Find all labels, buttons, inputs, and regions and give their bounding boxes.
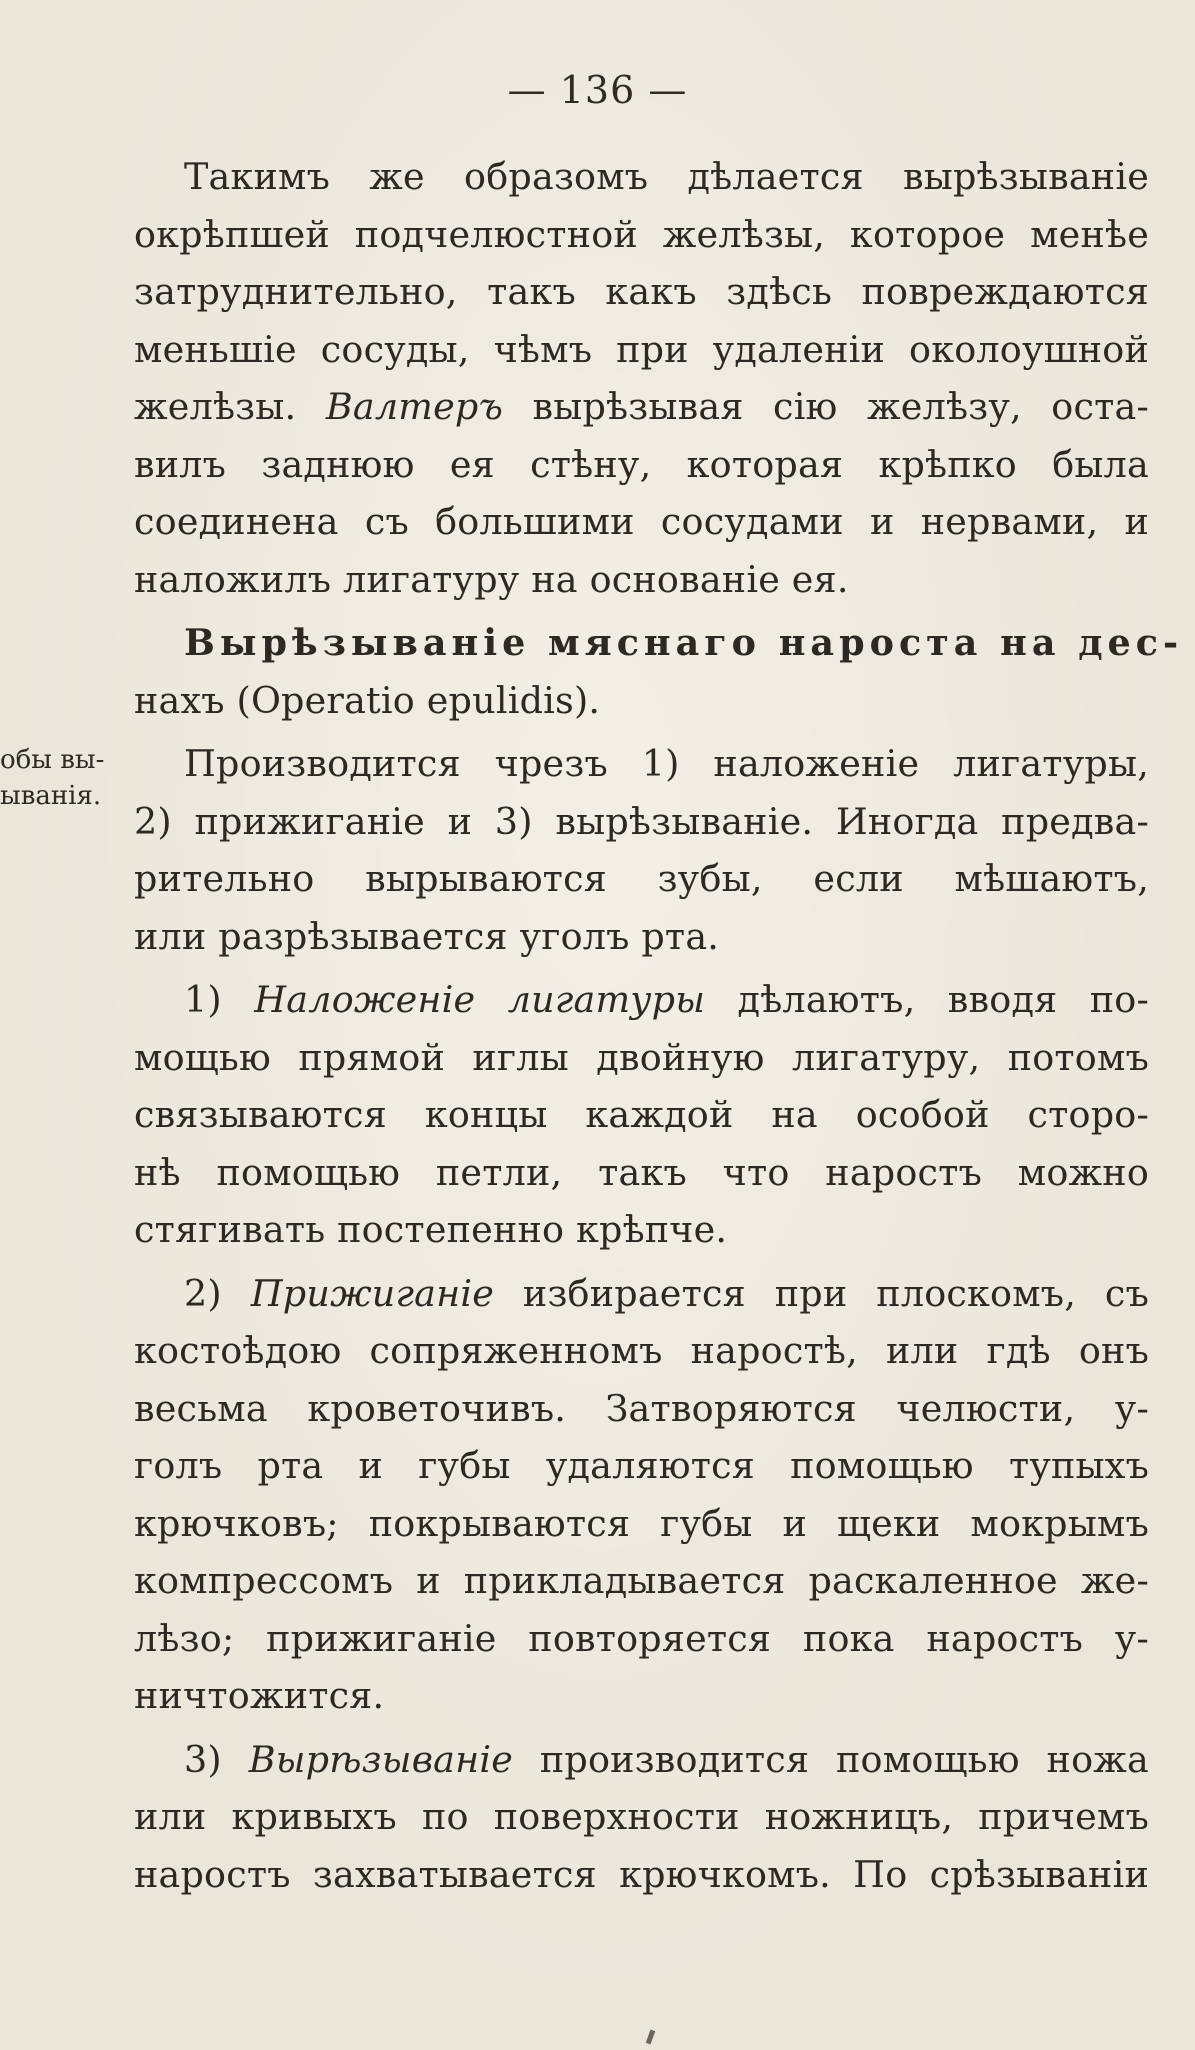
text-line-suffix: производится помощью ножа (513, 1737, 1149, 1781)
text-line: или кривыхъ по поверхности ножницъ, причемъ (134, 1795, 1149, 1838)
text-line: мощью прямой иглы двойную лигатуру, потомъ (134, 1035, 1149, 1079)
text-line: нахъ (Operatio epulidis). (134, 678, 601, 722)
text-line (134, 1731, 1149, 1789)
text-line: рительно вырываются зубы, если мѣшаютъ, (134, 857, 1149, 900)
page-number: — 136 — (507, 68, 688, 112)
text-line: соединена съ большими сосудами и нервами, и (134, 500, 1149, 543)
italic-term: Вырѣзываніе (248, 1737, 514, 1781)
text-line: весьма кроветочивъ. Затворяются челюсти, у- (134, 1386, 1149, 1430)
text-line-prefix: 1) (184, 978, 255, 1021)
italic-term: Валтеръ (325, 385, 503, 428)
text-line-suffix: вырѣзывая сію желѣзу, оста- (502, 385, 1149, 428)
text-line: вилъ заднюю ея стѣну, которая крѣпко была (134, 442, 1149, 486)
italic-term: Прижиганіе (250, 1271, 495, 1315)
text-line: Производится чрезъ 1) наложеніе лигатуры, (184, 742, 1149, 785)
text-line: или разрѣзывается уголъ рта. (134, 914, 720, 958)
text-line: наростъ захватывается крючкомъ. По срѣзываніи (134, 1852, 1149, 1896)
text-line: компрессомъ и прикладывается раскаленное же- (134, 1559, 1149, 1602)
text-line: голъ рта и губы удаляются помощью тупыхъ (134, 1444, 1149, 1487)
text-line-prefix: 2) (184, 1271, 251, 1315)
text-line: Такимъ же образомъ дѣлается вырѣзываніе (184, 155, 1149, 198)
text-line: костоѣдою сопряженномъ наростѣ, или гдѣ онъ (134, 1329, 1149, 1372)
text-line: наложилъ лигатуру на основаніе ея. (134, 557, 849, 601)
italic-term: Наложеніе лигатуры (254, 978, 706, 1021)
margin-note (0, 742, 130, 814)
text-line (134, 971, 1149, 1029)
margin-note-line: обы вы- (0, 745, 105, 775)
margin-note-line: ыванія. (0, 781, 102, 811)
text-line (134, 378, 1149, 436)
text-line: меньшіе сосуды, чѣмъ при удаленіи околоушной (134, 327, 1149, 371)
body-text (134, 148, 1184, 1903)
text-line: Вырѣзываніе мяснаго нароста на дес- (184, 621, 1184, 664)
text-line-suffix: избирается при плоскомъ, съ (494, 1271, 1149, 1315)
text-line-prefix: 3) (184, 1737, 249, 1781)
text-line: затруднительно, такъ какъ здѣсь повреждаются (134, 270, 1149, 313)
text-line-prefix: желѣзы. (134, 385, 326, 428)
text-line: лѣзо; прижиганіе повторяется пока наростъ у- (134, 1616, 1149, 1660)
text-line: ничтожится. (134, 1674, 385, 1717)
ink-mark (646, 2030, 655, 2045)
text-line: нѣ помощью петли, такъ что наростъ можно (134, 1150, 1149, 1194)
text-line-suffix: дѣлаютъ, вводя по- (705, 978, 1150, 1021)
text-line: окрѣпшей подчелюстной желѣзы, которое менѣе (134, 212, 1149, 256)
text-line: 2) прижиганіе и 3) вырѣзываніе. Иногда предва- (134, 799, 1149, 843)
text-line: крючковъ; покрываются губы и щеки мокрымъ (134, 1501, 1149, 1545)
text-line: стягивать постепенно крѣпче. (134, 1208, 728, 1251)
text-line: связываются концы каждой на особой сторо- (134, 1093, 1149, 1136)
text-line (134, 1265, 1149, 1323)
